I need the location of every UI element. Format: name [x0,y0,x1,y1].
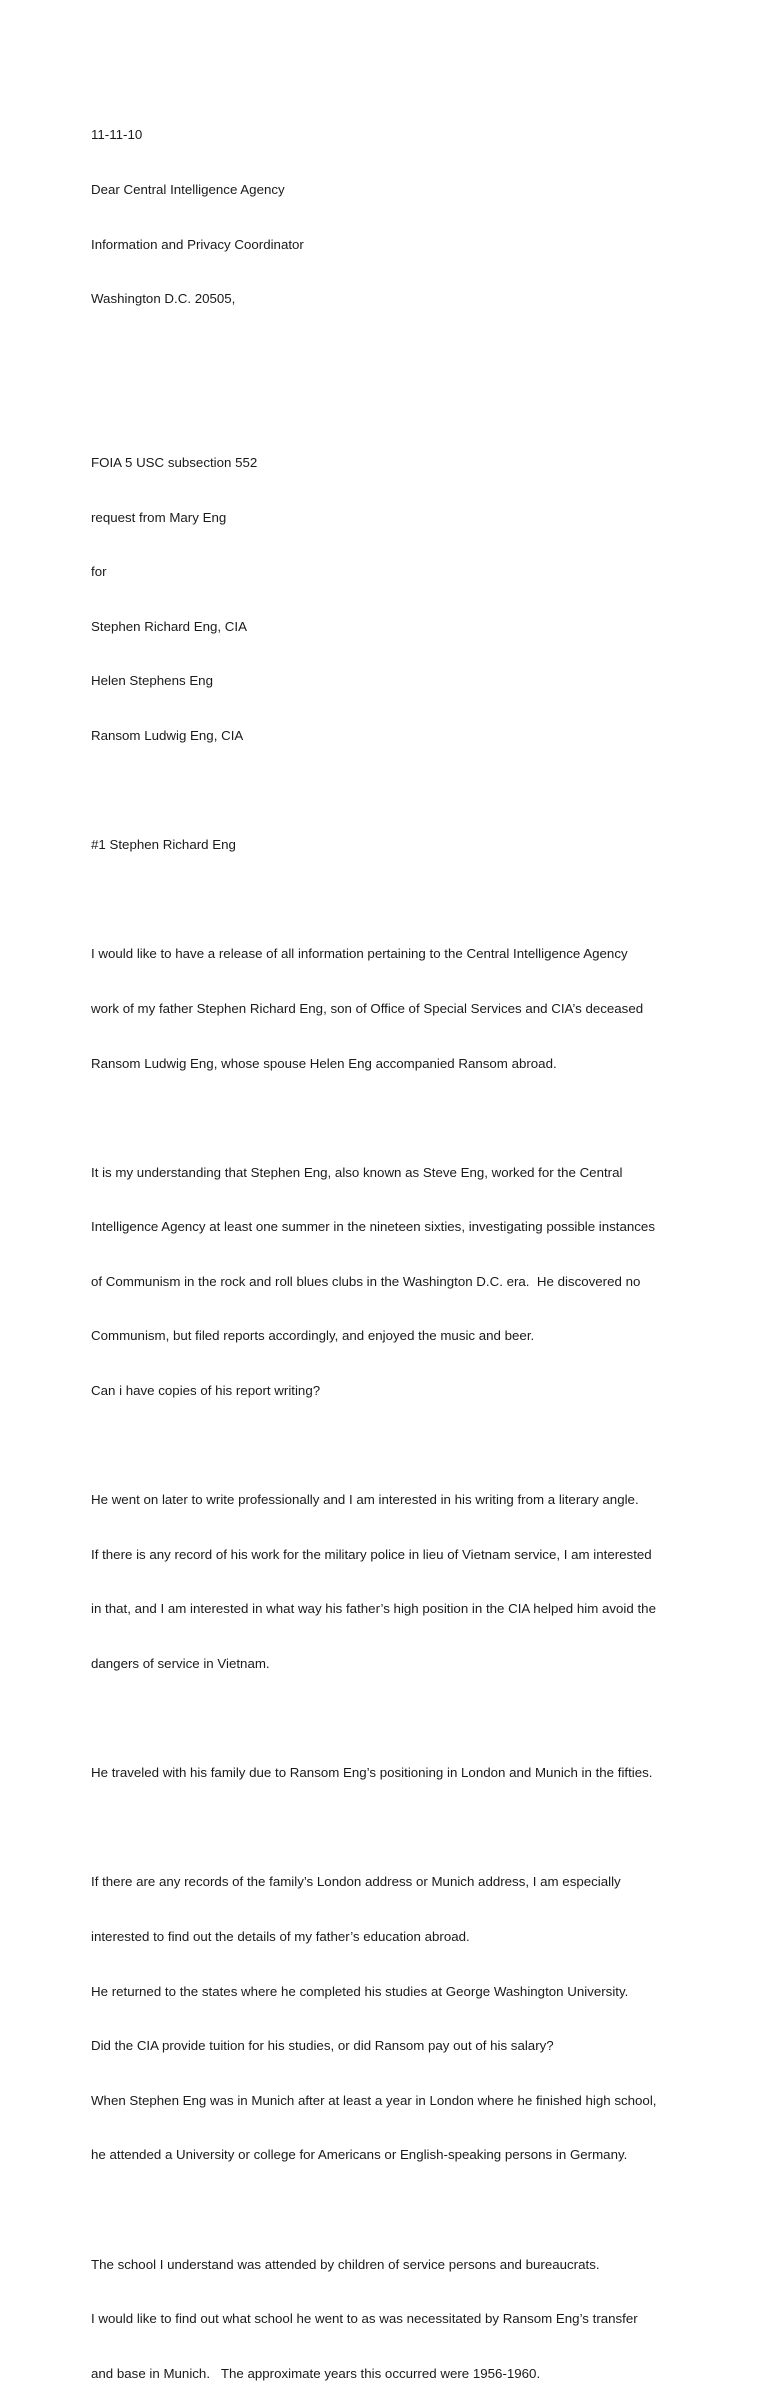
paragraph-line: work of my father Stephen Richard Eng, son of Office of Special Services and CIA’s deceased [91,1000,644,1016]
subject-line: Ransom Ludwig Eng, CIA [91,727,244,743]
section-heading: #1 Stephen Richard Eng [91,837,236,853]
paragraph-line: and base in Munich. The approximate years this occurred were 1956-1960. [91,2365,541,2381]
paragraph-line: in that, and I am interested in what way his father’s high position in the CIA helped him avoid the [91,1601,656,1617]
paragraph-line: of Communism in the rock and roll blues clubs in the Washington D.C. era. He discovered no [91,1273,641,1289]
paragraph-line: Intelligence Agency at least one summer in the nineteen sixties, investigating possible instances [91,1219,655,1235]
spacer [91,1819,691,1837]
spacer [91,1710,691,1728]
spacer [91,2201,691,2219]
subject-line: FOIA 5 USC subsection 552 [91,454,258,470]
paragraph-line: If there are any records of the family’s London address or Munich address, I am especially [91,1874,621,1890]
paragraph-line: When Stephen Eng was in Munich after at least a year in London where he finished high school, [91,2092,657,2108]
paragraph-line: He returned to the states where he completed his studies at George Washington University. [91,1983,629,1999]
spacer [91,1437,691,1455]
paragraph-line: Ransom Ludwig Eng, whose spouse Helen Eng accompanied Ransom abroad. [91,1055,557,1071]
letter-date: 11-11-10 [91,127,143,143]
paragraph-line: The school I understand was attended by children of service persons and bureaucrats. [91,2256,600,2272]
paragraph-line: interested to find out the details of my father’s education abroad. [91,1929,470,1944]
subject-line: for [91,564,107,580]
paragraph-line: Can i have copies of his report writing? [91,1383,321,1399]
addressee-line: Dear Central Intelligence Agency [91,182,285,197]
spacer [91,891,691,909]
paragraph-line: He went on later to write professionally and I am interested in his writing from a literary angle. [91,1492,639,1508]
paragraph-line: he attended a University or college for Americans or English-speaking persons in Germany. [91,2147,628,2163]
paragraph-line: It is my understanding that Stephen Eng, also known as Steve Eng, worked for the Central [91,1164,623,1180]
letter-body [91,90,691,2401]
spacer [91,1109,691,1127]
spacer [91,782,691,800]
paragraph-line: I would like to have a release of all information pertaining to the Central Intelligence Agency [91,946,628,962]
paragraph-line: Communism, but filed reports accordingly, and enjoyed the music and beer. [91,1328,535,1344]
spacer [91,345,691,363]
paragraph-line: Did the CIA provide tuition for his studies, or did Ransom pay out of his salary? [91,2038,554,2054]
addressee-line: Information and Privacy Coordinator [91,236,304,252]
subject-line: request from Mary Eng [91,509,227,525]
subject-line: Stephen Richard Eng, CIA [91,618,247,634]
paragraph-line: If there is any record of his work for the military police in lieu of Vietnam service, I am interested [91,1546,652,1562]
paragraph-line: dangers of service in Vietnam. [91,1656,270,1672]
addressee-line: Washington D.C. 20505, [91,291,236,307]
spacer [91,399,691,417]
paragraph-line: He traveled with his family due to Ransom Eng’s positioning in London and Munich in the fifties. [91,1765,653,1781]
paragraph-line: I would like to find out what school he went to as was necessitated by Ransom Eng’s transfer [91,2311,638,2327]
subject-line: Helen Stephens Eng [91,673,213,689]
